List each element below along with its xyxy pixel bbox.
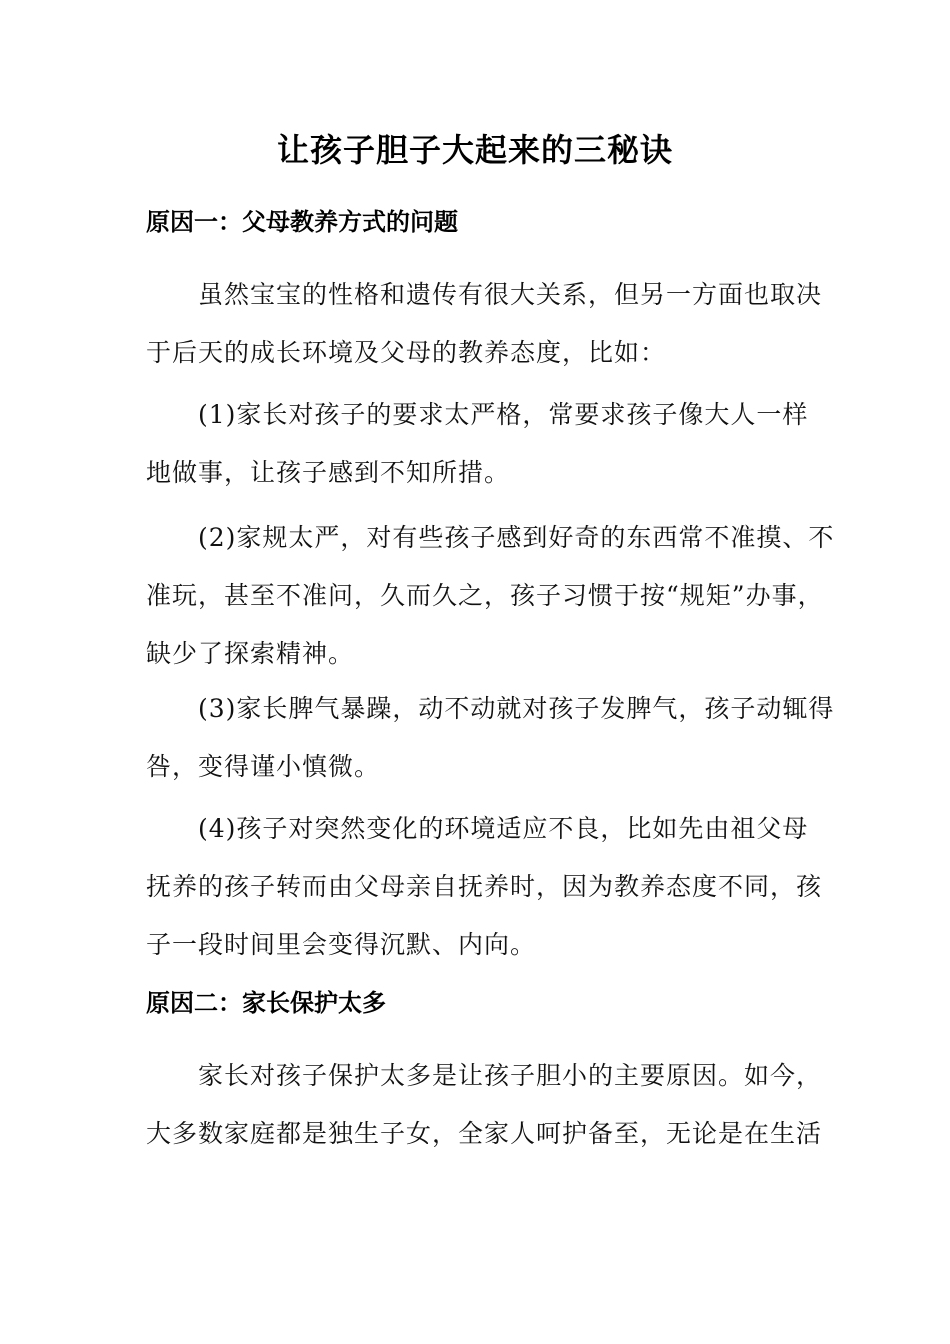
paragraph-item-4 xyxy=(146,800,823,974)
paragraph-item-2 xyxy=(146,509,835,683)
paragraph-reason-2-body xyxy=(146,1047,823,1163)
section-heading-reason-1: 原因一：父母教养方式的问题 xyxy=(146,208,458,236)
paragraph-line: (4)孩子对突然变化的环境适应不良，比如先由祖父母 xyxy=(198,814,809,843)
paragraph-intro xyxy=(146,266,823,382)
paragraph-line: 家长对孩子保护太多是让孩子胆小的主要原因。如今， xyxy=(198,1061,823,1090)
paragraph-line: 咎，变得谨小慎微。 xyxy=(146,752,381,781)
paragraph-line: (3)家长脾气暴躁，动不动就对孩子发脾气，孩子动辄得 xyxy=(198,694,835,723)
paragraph-line: 缺少了探索精神。 xyxy=(146,639,355,668)
paragraph-line: 子一段时间里会变得沉默、内向。 xyxy=(146,930,537,959)
paragraph-item-3 xyxy=(146,680,835,796)
paragraph-line: (2)家规太严，对有些孩子感到好奇的东西常不准摸、不 xyxy=(198,523,835,552)
paragraph-line: 准玩，甚至不准问，久而久之，孩子习惯于按“规矩”办事， xyxy=(146,581,824,610)
paragraph-line: 抚养的孩子转而由父母亲自抚养时，因为教养态度不同，孩 xyxy=(146,872,823,901)
paragraph-line: 地做事，让孩子感到不知所措。 xyxy=(146,458,511,487)
paragraph-line: 于后天的成长环境及父母的教养态度，比如： xyxy=(146,338,667,367)
paragraph-line: 虽然宝宝的性格和遗传有很大关系，但另一方面也取决 xyxy=(198,280,823,309)
paragraph-line: (1)家长对孩子的要求太严格，常要求孩子像大人一样 xyxy=(198,400,809,429)
document-title: 让孩子胆子大起来的三秘诀 xyxy=(276,131,673,169)
paragraph-item-1 xyxy=(146,386,809,502)
section-heading-reason-2: 原因二：家长保护太多 xyxy=(146,989,386,1017)
paragraph-line: 大多数家庭都是独生子女，全家人呵护备至，无论是在生活 xyxy=(146,1119,823,1148)
